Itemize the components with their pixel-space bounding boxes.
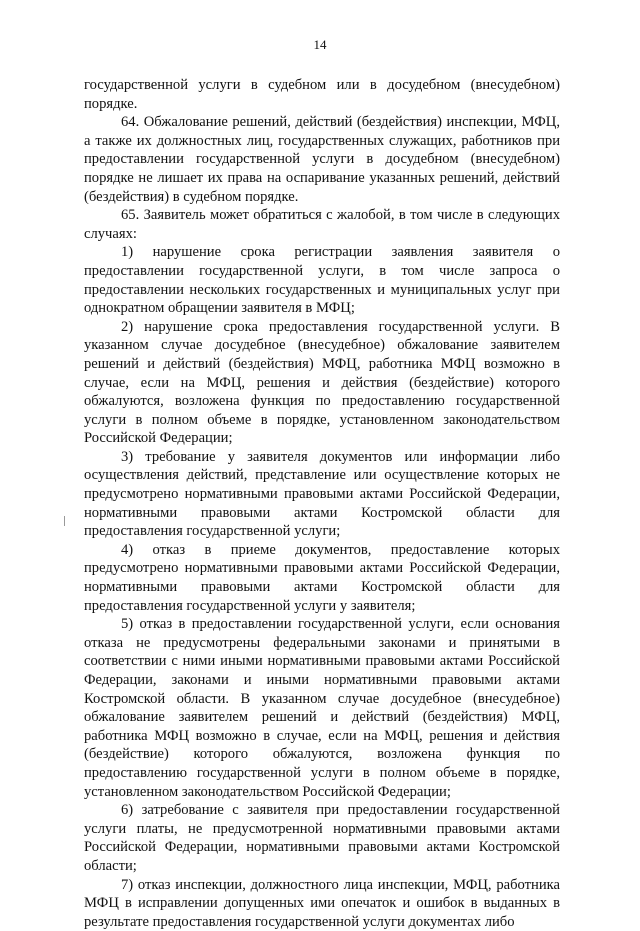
list-item-6: 6) затребование с заявителя при предоставлении государственной услуги платы, не предусмотренной нормативными правовыми актами Российской Федерации, нормативными правовыми актами Костромской области; — [84, 802, 560, 874]
paragraph-65: 65. Заявитель может обратиться с жалобой, в том числе в следующих случаях: — [84, 207, 560, 242]
list-item-5: 5) отказ в предоставлении государственной услуги, если основания отказа не предусмотрены федеральными законами и принятыми в соответствии с ними иными нормативными правовыми актами Российской Федерации, законами и иными нормативными правовыми актами Костромской области. В указанном случае досудебное (внесудебное) обжалование заявителем решений и действий (бездействия) МФЦ, работника МФЦ возможно в случае, если на МФЦ, решения и действия (бездействие) которого обжалуются, возложена функция по предоставлению государственной услуги в полном объеме в порядке, установленном законодательством Российской Федерации; — [84, 616, 560, 800]
page-number: 14 — [313, 37, 327, 52]
list-item-2: 2) нарушение срока предоставления государственной услуги. В указанном случае досудебное (внесудебное) обжалование заявителем решений и действий (бездействия) МФЦ, работника МФЦ возможно в случае, если на МФЦ, решения и действия (бездействие) которого обжалуются, возложена функция по предоставлению государственной услуги в полном объеме в порядке, установленном законодательством Российской Федерации; — [84, 318, 560, 447]
list-item-7: 7) отказ инспекции, должностного лица инспекции, МФЦ, работника МФЦ в исправлении допущенных ими опечаток и ошибок в выданных в результате предоставления государственной услуги документах либо — [84, 876, 560, 930]
list-item-3: 3) требование у заявителя документов или информации либо осуществления действий, представление или осуществление которых не предусмотрено нормативными правовыми актами Российской Федерации, нормативными правовыми актами Костромской области для предоставления государственной услуги; — [84, 448, 560, 540]
list-item-4: 4) отказ в приеме документов, предоставление которых предусмотрено нормативными правовыми актами Российской Федерации, нормативными правовыми актами Костромской области для предоставления государственной услуги у заявителя; — [84, 541, 560, 614]
list-item-1: 1) нарушение срока регистрации заявления заявителя о предоставлении государственной услуги, в том числе запроса о предоставлении нескольких государственных и муниципальных услуг при однократном обращении заявителя в МФЦ; — [84, 244, 560, 317]
document-body — [84, 76, 560, 931]
paragraph-continuation: государственной услуги в судебном или в досудебном (внесудебном) порядке. — [84, 77, 560, 112]
paragraph-64: 64. Обжалование решений, действий (бездействия) инспекции, МФЦ, а также их должностных лиц, государственных служащих, работников при предоставлении государственной услуги в досудебном (внесудебном) порядке не лишает их права на оспаривание указанных решений, действий (бездействия) в судебном порядке. — [84, 114, 560, 205]
margin-mark — [64, 516, 65, 526]
